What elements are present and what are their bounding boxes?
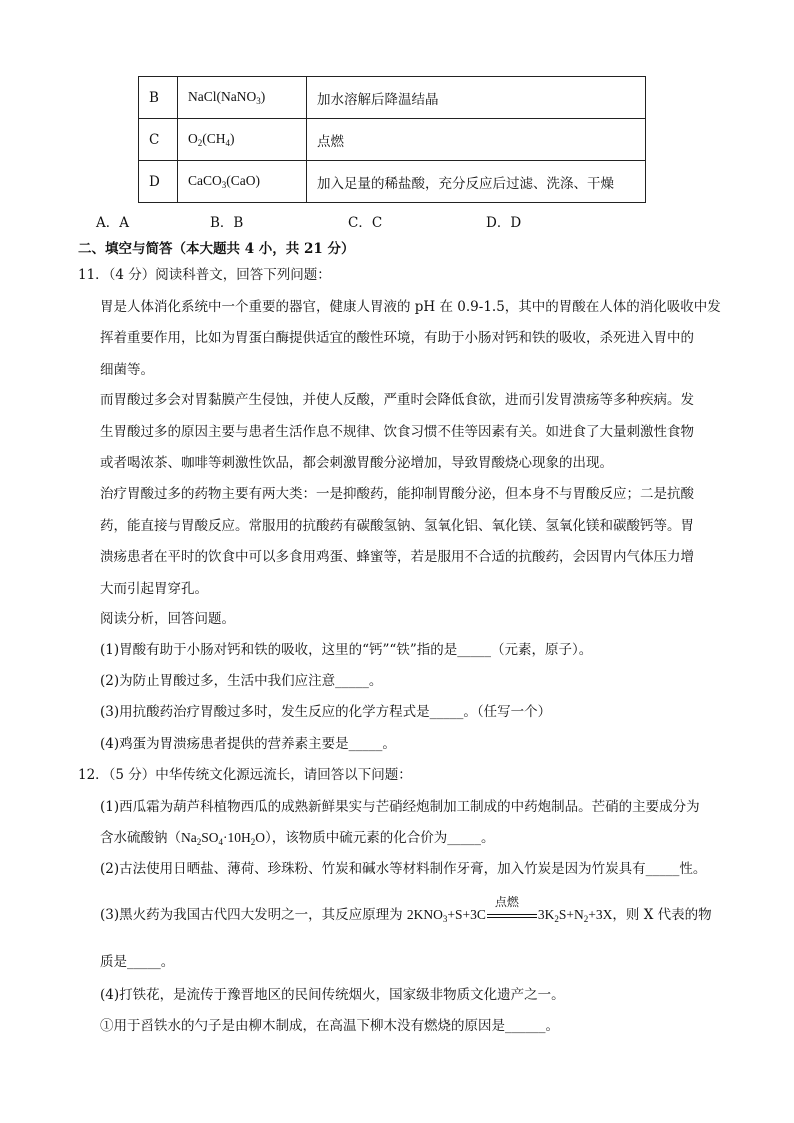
row-substance: $O_2(CH_4)$ [178, 119, 307, 161]
q11-p2-line2: 生胃酸过多的原因主要与患者生活作息不规律、饮食习惯不佳等因素有关。如进食了大量刺激性食物 [100, 424, 694, 440]
q11-p2-line1: 而胃酸过多会对胃黏膜产生侵蚀，并使人反酸，严重时会降低食欲，进而引发胃溃疡等多种疾病。发 [100, 392, 694, 408]
q11-sub3: (3)用抗酸药治疗胃酸过多时，发生反应的化学方程式是_____。（任写一个） [100, 704, 552, 720]
q11-heading: 11．（4 分）阅读科普文，回答下列问题： [78, 267, 331, 283]
q12-sub3-line2: 质是_____。 [100, 954, 175, 970]
q12-sub3-post: ，则 X 代表的物 [612, 907, 712, 923]
row-label: C [139, 119, 178, 161]
choice-a: A．A [96, 215, 129, 231]
q12-sub2: (2)古法使用日晒盐、薄荷、珍珠粉、竹炭和碱水等材料制作牙膏，加入竹炭是因为竹炭具有_____性。 [100, 861, 707, 877]
q11-p1-line1: 胃是人体消化系统中一个重要的器官，健康人胃液的 pH 在 0.9-1.5，其中的胃酸在人体的消化吸收中发 [100, 299, 721, 315]
row-method: 点燃 [307, 119, 646, 161]
q12-sub1-pre: 含水硫酸钠（ [100, 830, 181, 846]
q12-sub1-line2 [100, 826, 495, 847]
q11-p3-line4: 大而引起胃穿孔。 [100, 581, 208, 597]
q11-sub1: (1)胃酸有助于小肠对钙和铁的吸收，这里的“钙”“铁”指的是_____（元素，原子）。 [100, 642, 593, 658]
row-method: 加水溶解后降温结晶 [307, 77, 646, 119]
choice-b: B．B [210, 215, 244, 231]
q11-prompt: 阅读分析，回答问题。 [100, 611, 235, 627]
row-label: B [139, 77, 178, 119]
q11-p3-line2: 药，能直接与胃酸反应。常服用的抗酸药有碳酸氢钠、氢氧化铝、氧化镁、氢氧化镁和碳酸钙等。胃 [100, 518, 694, 534]
q11-sub2: (2)为防止胃酸过多，生活中我们应注意_____。 [100, 673, 383, 689]
table-row [139, 77, 646, 119]
q11-p1-line3: 细菌等。 [100, 362, 154, 378]
row-substance: CaCO$_3$(CaO) [178, 161, 307, 203]
q12-sub4-1: ①用于舀铁水的勺子是由柳木制成，在高温下柳木没有燃烧的原因是______。 [100, 1018, 559, 1034]
q11-sub4: (4)鸡蛋为胃溃疡患者提供的营养素主要是_____。 [100, 736, 396, 752]
q11-p1-line2: 挥着重要作用，比如为胃蛋白酶提供适宜的酸性环境，有助于小肠对钙和铁的吸收，杀死进入胃中的 [100, 330, 694, 346]
table-row [139, 161, 646, 203]
q11-p3-line1: 治疗胃酸过多的药物主要有两大类：一是抑酸药，能抑制胃酸分泌，但本身不与胃酸反应；二是抗酸 [100, 486, 694, 502]
reaction-condition: 点燃 [494, 894, 519, 909]
table-row [139, 119, 646, 161]
sodium-sulfate-formula: $Na_2SO_4\cdot 10H_2O$ [181, 830, 266, 847]
q12-heading: 12．（5 分）中华传统文化源远流长，请回答以下问题： [78, 767, 412, 783]
q12-sub1-line1: (1)西瓜霜为葫芦科植物西瓜的成熟新鲜果实与芒硝经炮制加工制成的中药炮制品。芒硝的主要成分为 [100, 799, 700, 815]
q11-p2-line3: 或者喝浓茶、咖啡等刺激性饮品，都会刺激胃酸分泌增加，导致胃酸烧心现象的出现。 [100, 455, 613, 471]
equation-rhs: $3K_2S+N_2+3X$ [537, 907, 613, 924]
choice-c: C．C [348, 215, 383, 231]
section-heading: 二、填空与简答（本大题共 4 小，共 21 分） [78, 241, 355, 257]
equation-lhs: $2KNO_3+S+3C$ [406, 907, 486, 924]
row-label: D [139, 161, 178, 203]
options-table [138, 76, 646, 203]
q12-sub3-pre: (3)黑火药为我国古代四大发明之一，其反应原理为 [100, 907, 407, 923]
q11-p3-line3: 溃疡患者在平时的饮食中可以多食用鸡蛋、蜂蜜等，若是服用不合适的抗酸药，会因胃内气体压力增 [100, 549, 694, 565]
reaction-arrow [487, 894, 537, 923]
q12-sub3-line1 [100, 894, 712, 924]
row-method: 加入足量的稀盐酸，充分反应后过滤、洗涤、干燥 [307, 161, 646, 203]
q12-sub4: (4)打铁花，是流传于豫晋地区的民间传统烟火，国家级非物质文化遗产之一。 [100, 987, 565, 1003]
q12-sub1-post: ），该物质中硫元素的化合价为_____。 [265, 830, 495, 846]
choice-d: D．D [486, 215, 522, 231]
row-substance: NaCl(NaNO$_3$) [178, 77, 307, 119]
